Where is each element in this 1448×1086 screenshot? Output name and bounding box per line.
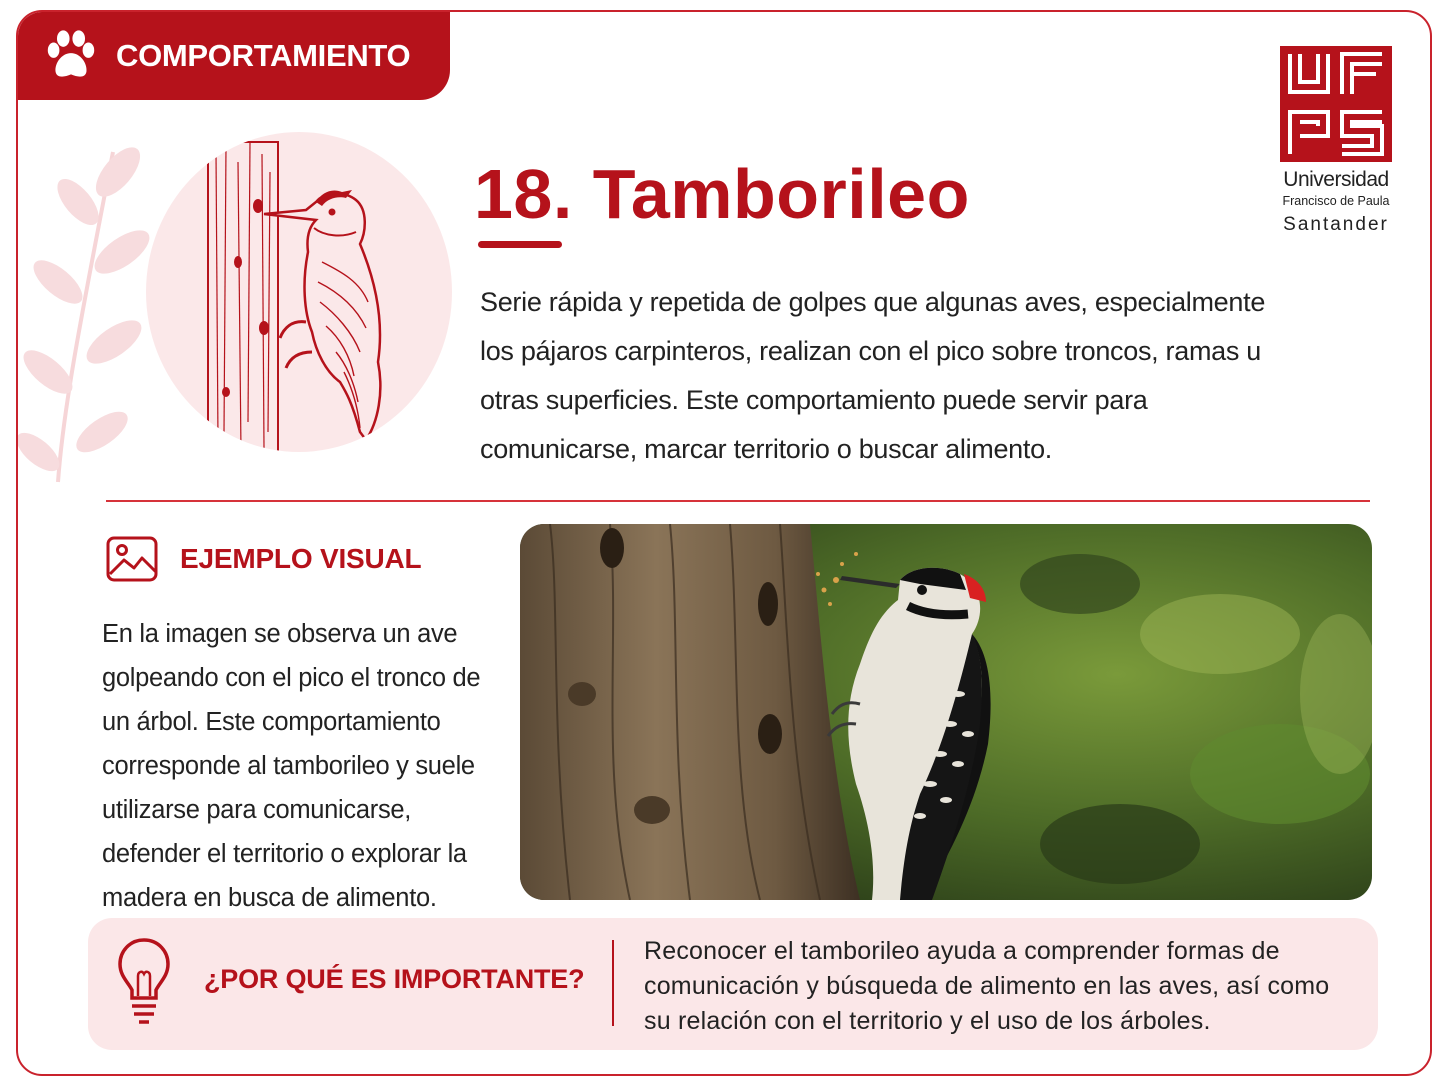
page-title: 18. Tamborileo	[474, 155, 970, 233]
paw-icon	[42, 27, 100, 85]
logo-line-2: Francisco de Paula	[1282, 194, 1390, 208]
woodpecker-sketch-icon	[146, 132, 452, 452]
university-logo	[1276, 46, 1396, 236]
category-label: COMPORTAMIENTO	[116, 38, 411, 73]
visual-example-text: En la imagen se observa un ave golpeando con el pico el tronco de un árbol. Este comportamiento corresponde al tamborileo y suele utilizarse para comunicarse, defender el territorio o explorar la madera en busca de alimento.	[102, 620, 481, 912]
importance-separator	[612, 940, 614, 1026]
ufps-logo-mark	[1280, 46, 1392, 162]
info-card	[16, 10, 1432, 1076]
importance-text: Reconocer el tamborileo ayuda a comprender formas de comunicación y búsqueda de alimento en las aves, así como su relación con el territorio y el uso de los árboles.	[644, 937, 1330, 1035]
section-divider	[106, 500, 1370, 502]
woodpecker-illustration	[146, 132, 452, 452]
woodpecker-photo	[520, 524, 1372, 900]
category-tag	[18, 12, 450, 100]
logo-line-1: Universidad	[1283, 168, 1389, 191]
visual-example-label: EJEMPLO VISUAL	[180, 543, 422, 574]
importance-heading: ¿POR QUÉ ES IMPORTANTE?	[204, 964, 585, 994]
logo-line-3: Santander	[1283, 214, 1389, 235]
title-underline	[478, 241, 562, 248]
leaf-decoration	[18, 132, 158, 492]
visual-example-heading	[106, 536, 421, 582]
image-icon	[106, 536, 158, 582]
definition-text: Serie rápida y repetida de golpes que algunas aves, especialmente los pájaros carpinteros, realizan con el pico sobre troncos, ramas u otras superficies. Este comportamiento puede servir para comunicarse, marcar territorio o buscar alimento.	[480, 287, 1266, 464]
woodpecker-on-tree-image	[520, 524, 1372, 900]
importance-box	[88, 918, 1378, 1050]
lightbulb-icon	[114, 934, 174, 1026]
